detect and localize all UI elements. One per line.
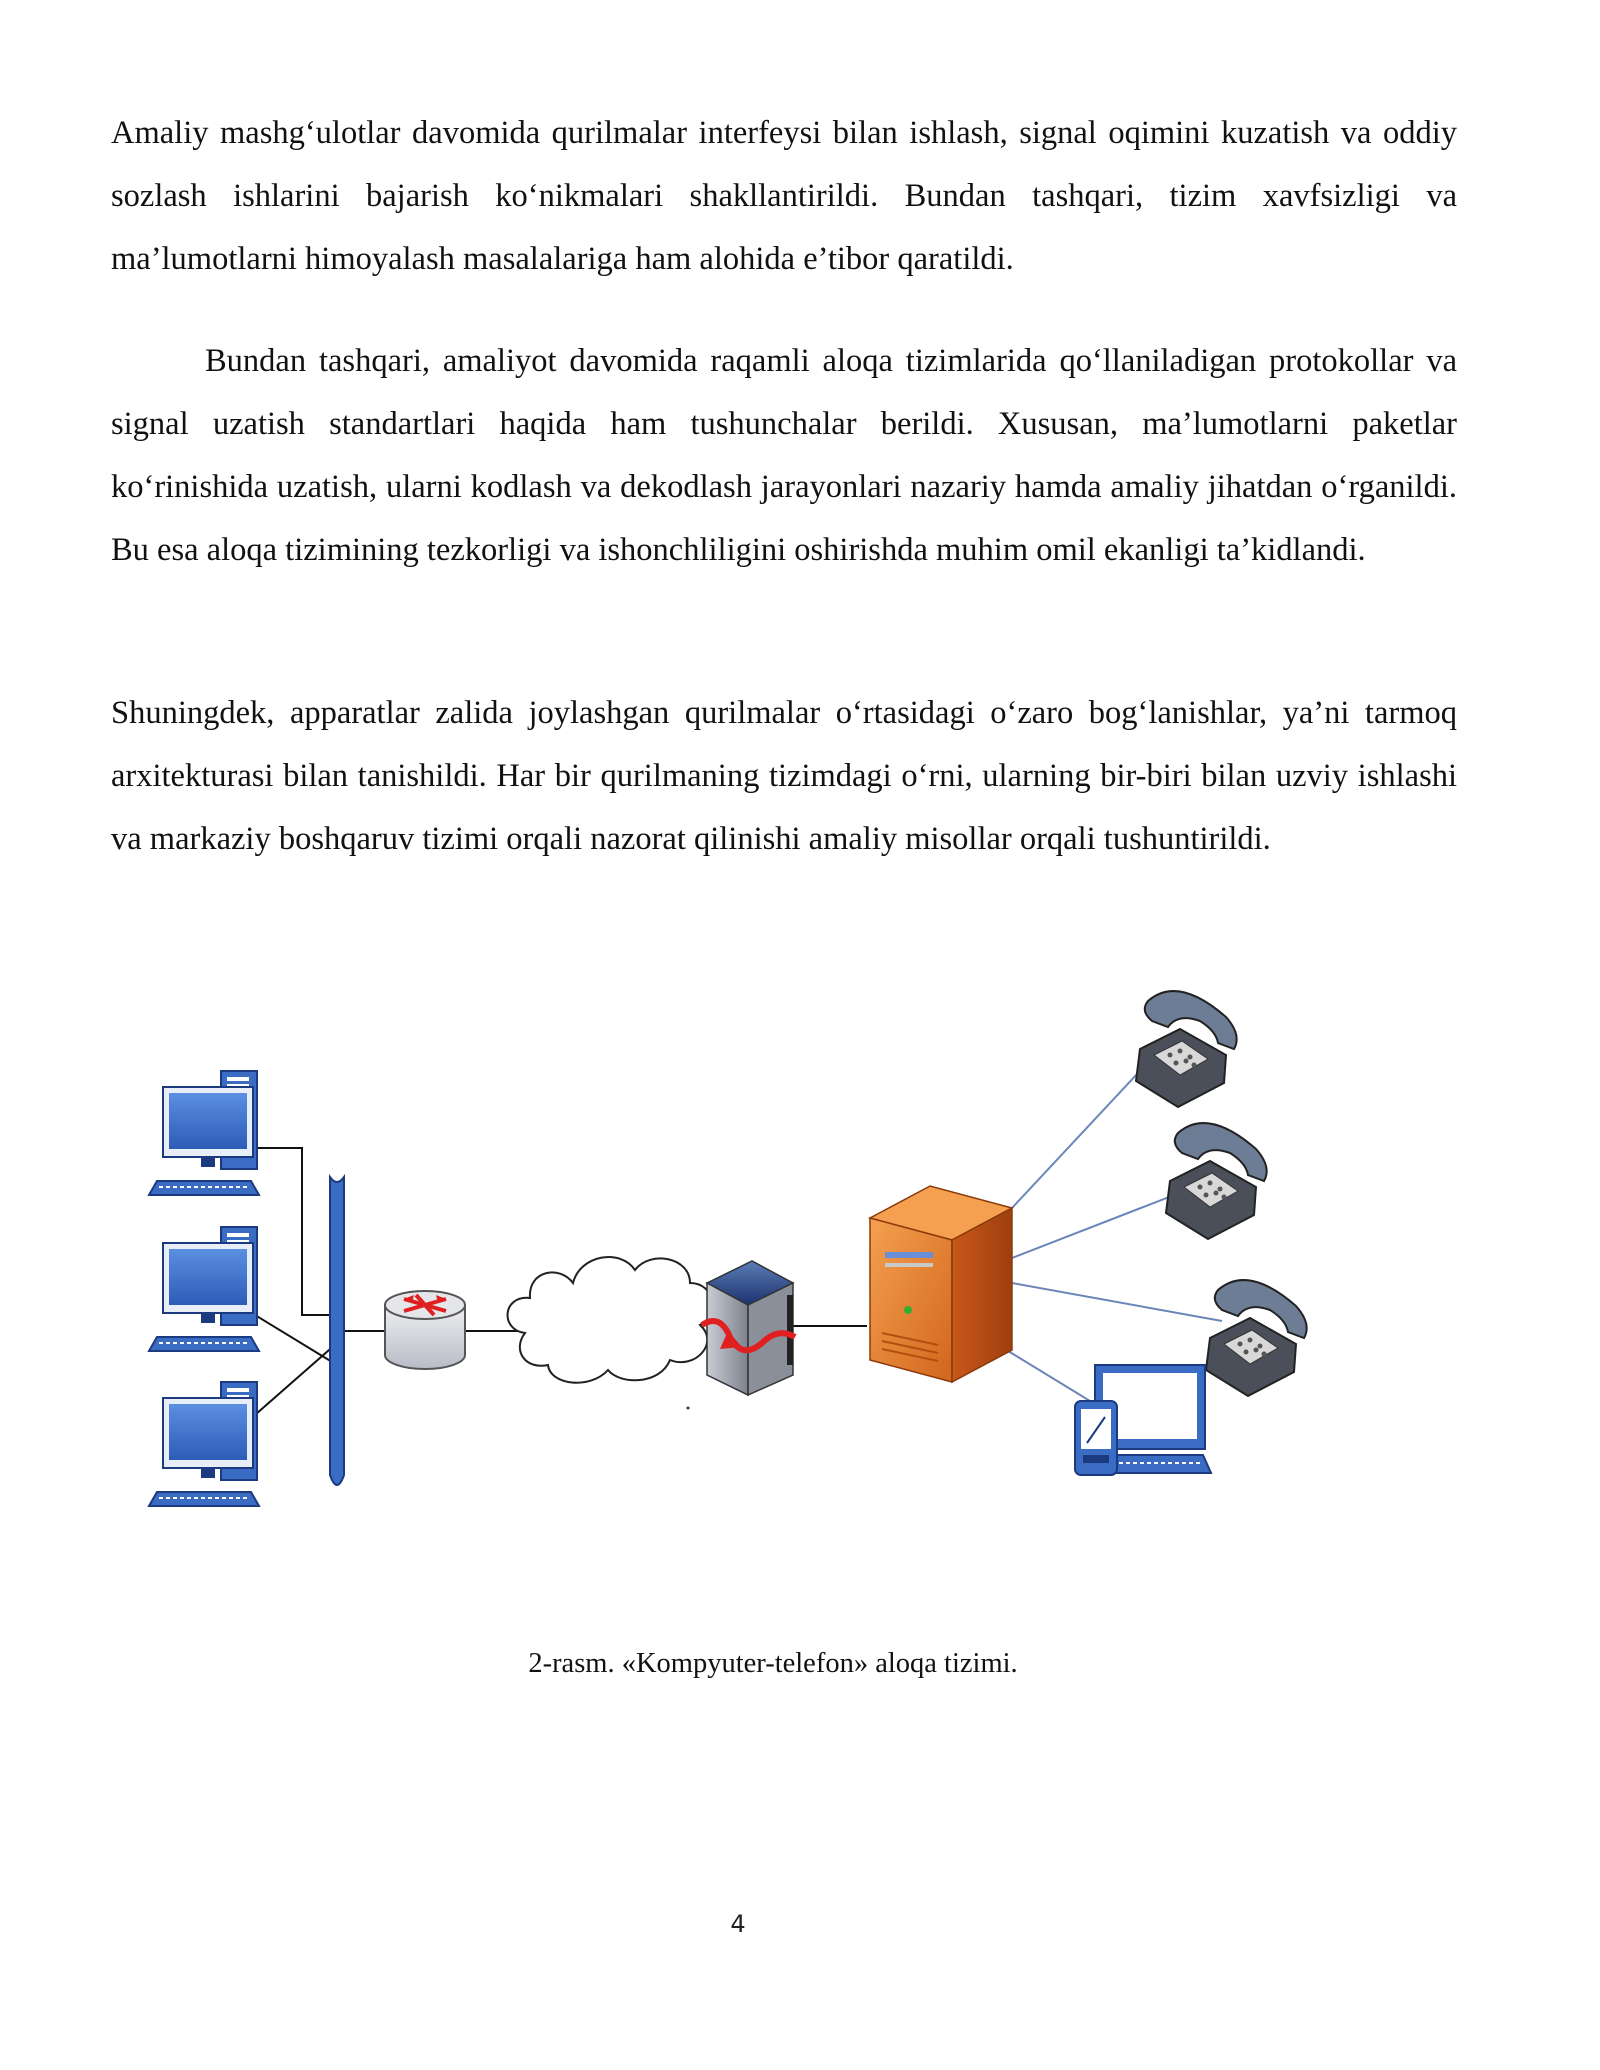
telephone-icon [1136,991,1237,1107]
network-bus-icon [330,1177,344,1485]
router-icon [385,1291,465,1369]
telephone-icon [1166,1123,1267,1239]
paragraph-2: Bundan tashqari, amaliyot davomida raqamli aloqa tizimlarida qo‘llaniladigan protokollar va signal uzatish standartlari haqida ham tushunchalar berildi. Xususan, ma’lumotlarni paketlar ko‘rinishida uzatish, ularni kodlash va dekodlash jarayonlari nazariy hamda amaliy jihatdan o‘rganildi. Bu esa aloqa tizimining tezkorligi va ishonchliligini oshirishda muhim omil ekanligi ta’kidlandi. [111,343,1457,568]
paragraph-3: Shuningdek, apparatlar zalida joylashgan qurilmalar o‘rtasidagi o‘zaro bog‘lanishlar, ya’ni tarmoq arxitekturasi bilan tanishildi. Har bir qurilmaning tizimdagi o‘rni, ularning bir-biri bilan uzviy ishlashi va markaziy boshqaruv tizimi orqali nazorat qilinishi amaliy misollar orqali tushuntirildi. [111,695,1457,857]
server-icon [870,1186,1012,1382]
figure-caption: 2-rasm. «Kompyuter-telefon» aloqa tizimi. [528,1648,1018,1679]
paragraph-1: Amaliy mashg‘ulotlar davomida qurilmalar interfeysi bilan ishlash, signal oqimini kuzatish va oddiy sozlash ishlarini bajarish ko‘nikmalari shakllantirildi. Bundan tashqari, tizim xavfsizligi va ma’lumotlarni himoyalash masalalariga ham alohida e’tibor qaratildi. [111,115,1457,277]
phone-links [995,1058,1222,1401]
firewall-icon [702,1261,795,1395]
cloud-icon [508,1257,713,1409]
network-diagram [130,965,1370,1525]
pc-with-pda-icon [1075,1365,1211,1475]
telephone-icon [1206,1280,1307,1396]
computer-icon [149,1382,259,1506]
computer-icon [149,1071,259,1195]
computer-icon [149,1227,259,1351]
page-number: 4 [730,1910,746,1938]
